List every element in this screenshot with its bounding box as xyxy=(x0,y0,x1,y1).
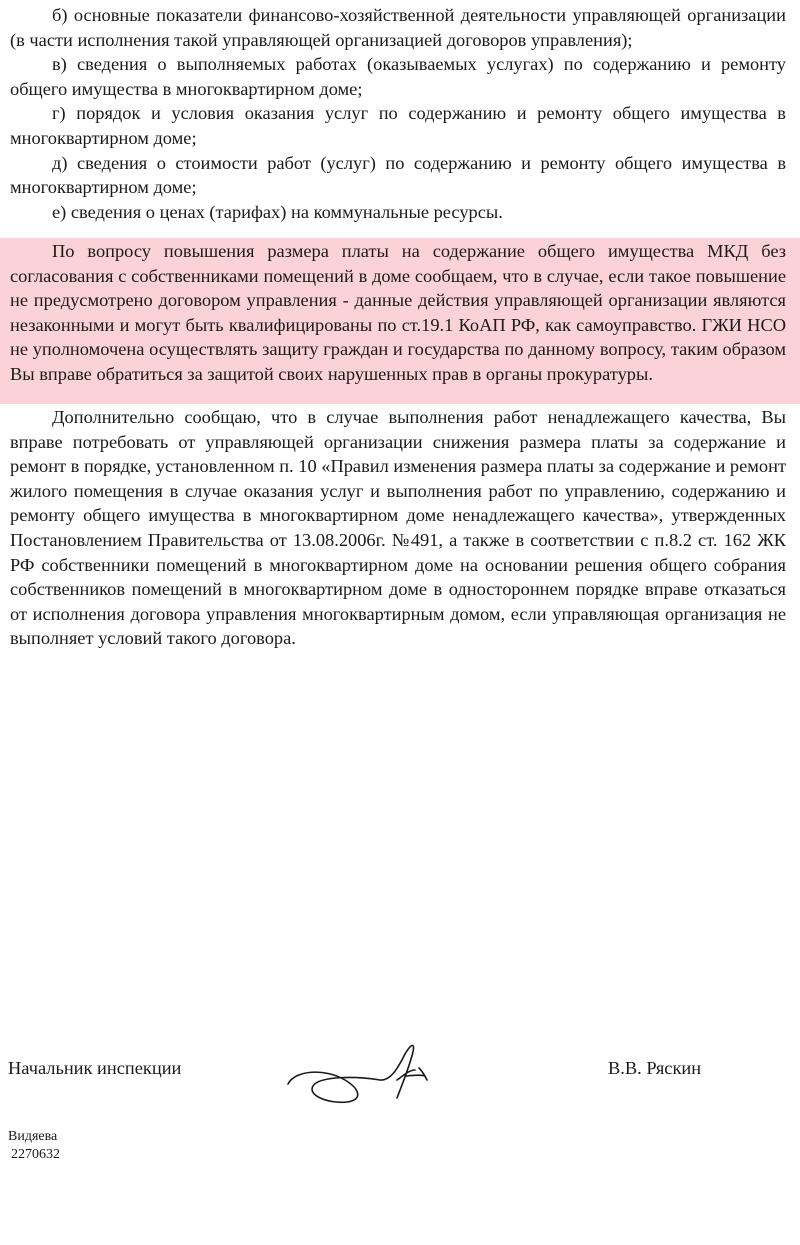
signature-row xyxy=(0,1040,800,1110)
list-item: б) основные показатели финансово-хозяйственной деятельности управляющей организации (в части исполнения такой управляющей организацией договоров управления); xyxy=(10,5,786,50)
executor-footer xyxy=(8,1128,60,1164)
list-item: е) сведения о ценах (тарифах) на коммунальные ресурсы. xyxy=(52,201,503,222)
list-item: в) сведения о выполняемых работах (оказываемых услугах) по содержанию и ремонту общего имущества в многоквартирном доме; xyxy=(10,54,786,99)
executor-name: Видяева xyxy=(8,1129,58,1144)
additional-paragraph: Дополнительно сообщаю, что в случае выполнения работ ненадлежащего качества, Вы вправе потребовать от управляющей организации снижения размера платы за содержание и ремонт в порядке, установленном п. 10 «Правил изменения размера платы за содержание и ремонт жилого помещения в случае оказания услуг и выполнения работ по управлению, содержанию и ремонту общего имущества в многоквартирном доме ненадлежащего качества», утвержденных Постановлением Правительства от 13.08.2006г. №491, а также в соответствии с п.8.2 ст. 162 ЖК РФ собственники помещений в многоквартирном доме на основании решения общего собрания собственников помещений в многоквартирном доме в одностороннем порядке вправе отказаться от исполнения договора управления многоквартирным домом, если управляющая организация не выполняет условий такого договора. xyxy=(10,407,786,649)
list-item: г) порядок и условия оказания услуг по содержанию и ремонту общего имущества в многоквартирном доме; xyxy=(10,103,786,148)
executor-phone: 2270632 xyxy=(11,1147,60,1162)
highlighted-paragraph-block xyxy=(10,239,786,387)
additional-paragraph-block xyxy=(10,405,786,651)
signatory-title: Начальник инспекции xyxy=(8,1058,182,1078)
list-item: д) сведения о стоимости работ (услуг) по содержанию и ремонту общего имущества в многоквартирном доме; xyxy=(10,152,786,198)
info-list-block xyxy=(10,3,786,224)
handwritten-signature xyxy=(285,1040,445,1110)
highlighted-paragraph: По вопросу повышения размера платы на содержание общего имущества МКД без согласования с собственниками помещений в доме сообщаем, что в случае, если такое повышение не предусмотрено договором управления - данные действия управляющей организации являются незаконными и могут быть квалифицированы по ст.19.1 КоАП РФ, как самоуправство. ГЖИ НСО не уполномочена осуществлять защиту граждан и государства по данному вопросу, таким образом Вы вправе обратиться за защитой своих нарушенных прав в органы прокуратуры. xyxy=(10,241,786,384)
signatory-name: В.В. Ряскин xyxy=(608,1058,702,1078)
